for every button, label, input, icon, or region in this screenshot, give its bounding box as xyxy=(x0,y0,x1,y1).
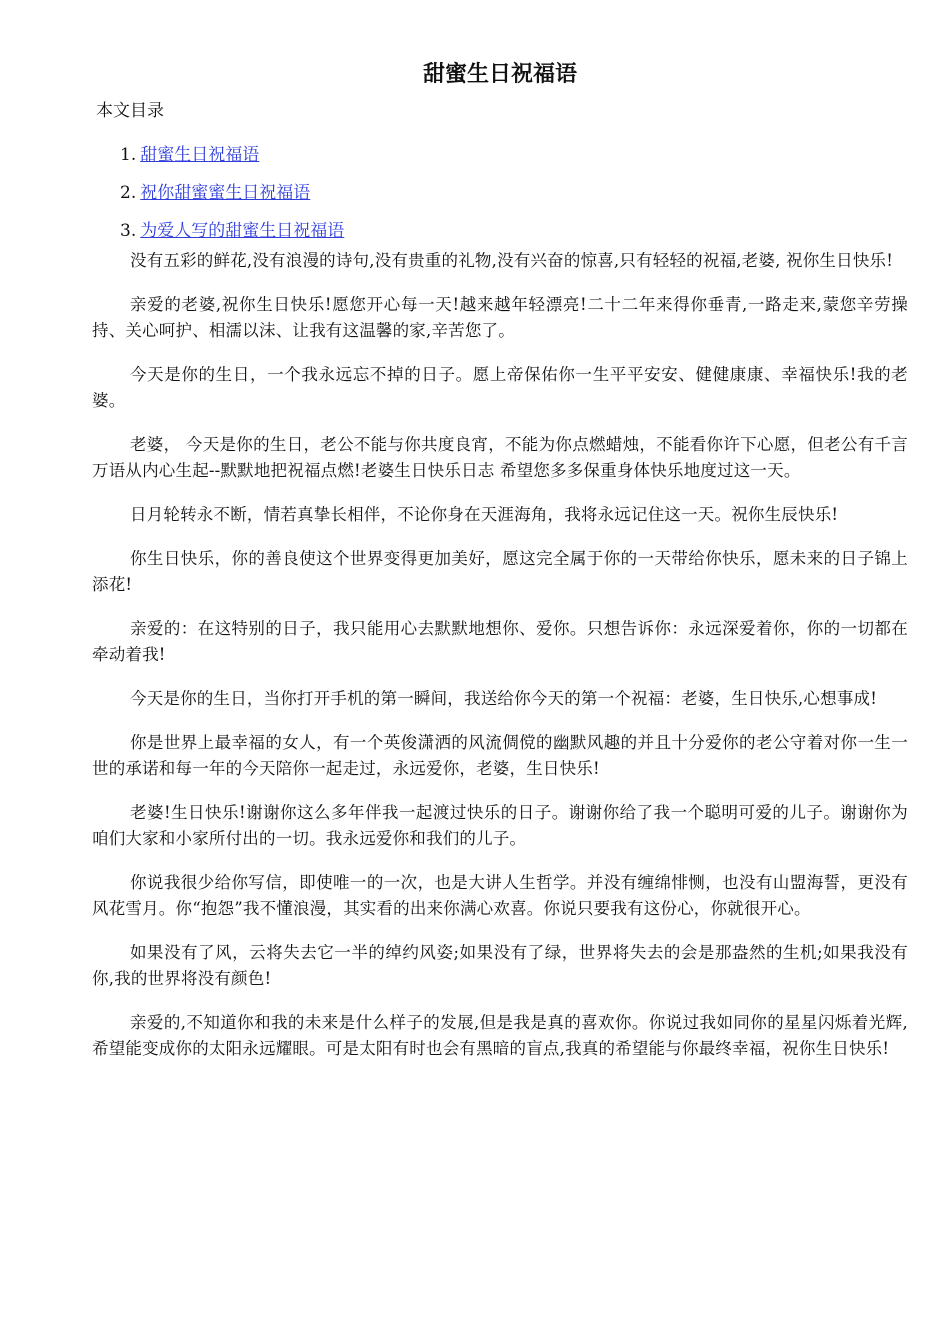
paragraph: 亲爱的：在这特别的日子，我只能用心去默默地想你、爱你。只想告诉你：永远深爱着你，你的一切都在牵动着我! xyxy=(92,619,908,664)
article-body xyxy=(92,248,908,1062)
paragraph: 老婆!生日快乐!谢谢你这么多年伴我一起渡过快乐的日子。谢谢你给了我一个聪明可爱的儿子。谢谢你为咱们大家和小家所付出的一切。我永远爱你和我们的儿子。 xyxy=(92,803,908,848)
toc-heading: 本文目录 xyxy=(96,101,164,121)
toc-item xyxy=(120,142,908,168)
toc-item-number: 2. xyxy=(120,183,137,203)
toc-item-number: 1. xyxy=(120,145,137,165)
paragraph: 今天是你的生日，当你打开手机的第一瞬间，我送给你今天的第一个祝福：老婆，生日快乐,心想事成! xyxy=(130,689,878,708)
document-page xyxy=(92,58,908,1080)
paragraph: 你生日快乐，你的善良使这个世界变得更加美好，愿这完全属于你的一天带给你快乐，愿未来的日子锦上添花! xyxy=(92,549,908,594)
toc-link-1[interactable]: 甜蜜生日祝福语 xyxy=(140,145,260,165)
paragraph: 没有五彩的鲜花,没有浪漫的诗句,没有贵重的礼物,没有兴奋的惊喜,只有轻轻的祝福,老婆, 祝你生日快乐! xyxy=(130,251,894,270)
paragraph: 你是世界上最幸福的女人，有一个英俊潇洒的风流倜傥的幽默风趣的并且十分爱你的老公守着对你一生一世的承诺和每一年的今天陪你一起走过，永远爱你，老婆，生日快乐! xyxy=(92,733,908,778)
paragraph: 今天是你的生日，一个我永远忘不掉的日子。愿上帝保佑你一生平平安安、健健康康、幸福快乐!我的老婆。 xyxy=(92,365,908,410)
toc-item-number: 3. xyxy=(120,221,137,241)
paragraph: 亲爱的老婆,祝你生日快乐!愿您开心每一天!越来越年轻漂亮!二十二年来得你垂青,一路走来,蒙您辛劳操持、关心呵护、相濡以沫、让我有这温馨的家,辛苦您了。 xyxy=(92,295,908,340)
toc-list xyxy=(92,142,908,244)
page-title: 甜蜜生日祝福语 xyxy=(422,62,577,87)
toc-link-2[interactable]: 祝你甜蜜蜜生日祝福语 xyxy=(140,183,311,203)
toc-item xyxy=(120,218,908,244)
paragraph: 亲爱的,不知道你和我的未来是什么样子的发展,但是我是真的喜欢你。你说过我如同你的星星闪烁着光辉,希望能变成你的太阳永远耀眼。可是太阳有时也会有黑暗的盲点,我真的希望能与你最终幸福，祝你生日快乐! xyxy=(92,1013,908,1058)
paragraph: 如果没有了风，云将失去它一半的绰约风姿;如果没有了绿，世界将失去的会是那盎然的生机;如果我没有你,我的世界将没有颜色! xyxy=(92,943,908,988)
paragraph: 你说我很少给你写信，即使唯一的一次，也是大讲人生哲学。并没有缠绵悱恻，也没有山盟海誓，更没有风花雪月。你“抱怨”我不懂浪漫，其实看的出来你满心欢喜。你说只要我有这份心，你就很开心。 xyxy=(92,873,908,918)
paragraph: 日月轮转永不断，情若真挚长相伴，不论你身在天涯海角，我将永远记住这一天。祝你生辰快乐! xyxy=(130,505,839,524)
paragraph: 老婆， 今天是你的生日，老公不能与你共度良宵，不能为你点燃蜡烛，不能看你许下心愿，但老公有千言万语从内心生起--默默地把祝福点燃!老婆生日快乐日志 希望您多多保重身体快乐地度过这一天。 xyxy=(92,435,908,480)
toc-link-3[interactable]: 为爱人写的甜蜜生日祝福语 xyxy=(140,221,345,241)
toc-item xyxy=(120,180,908,206)
